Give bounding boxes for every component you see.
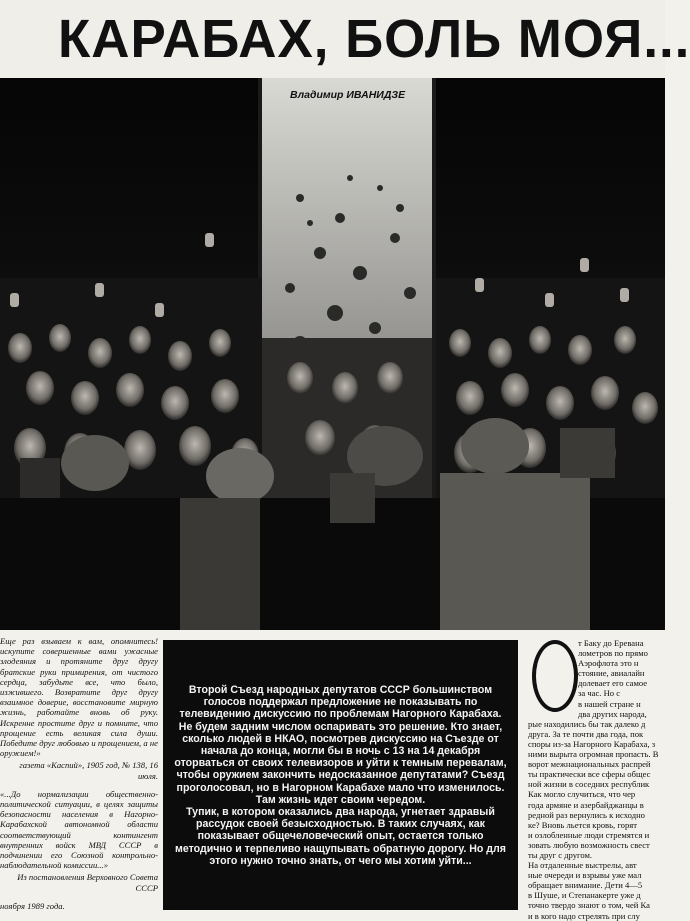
lead-paragraph: Тупик, в котором оказались два народа, угнетает здравый рассудок своей безысходностью. В таких случаях, как показывает общечеловеческий опыт, остается только методично и терпеливо нащупывать обратную дорогу. Но для этого нужно точно знать, от чего мы хотим уйти... xyxy=(175,806,506,867)
body-line: ты практически все сферы общес xyxy=(528,769,651,780)
body-line: Аэрофлота это н xyxy=(578,658,639,669)
body-line: ные очереди и взрывы уже мал xyxy=(528,870,642,881)
title-band xyxy=(0,0,690,78)
body-line: ними вырыта огромная пропасть. В xyxy=(528,749,659,760)
body-line: На отдаленные выстрелы, авт xyxy=(528,860,637,871)
author-byline: Владимир ИВАНИДЗЕ xyxy=(290,89,406,101)
protest-crowd-image xyxy=(0,78,665,630)
decree-date: ноября 1989 года. xyxy=(0,900,65,911)
body-line: стояние, авиалайн xyxy=(578,668,645,679)
body-line: ты друг с другом. xyxy=(528,849,593,860)
body-line: лометров по прямо xyxy=(578,648,648,659)
body-line: за час. Но с xyxy=(578,688,621,699)
body-line: зовать любую возможность свест xyxy=(528,839,650,850)
body-line: два других народа, xyxy=(578,708,647,719)
body-line: и озлобленные люди стремятся и xyxy=(528,829,650,840)
body-line: редной раз вернулись к исходно xyxy=(528,809,645,820)
crowd-photo xyxy=(0,78,665,630)
body-line: в нашей стране н xyxy=(578,698,641,709)
body-line: споры из-за Нагорного Карабаха, з xyxy=(528,738,656,749)
body-line: т Баку до Еревана xyxy=(578,638,644,648)
decree-source: Из постановления Верховного Совета СССР xyxy=(17,872,158,893)
article-title: КАРАБАХ, БОЛЬ МОЯ... xyxy=(58,9,690,69)
right-column xyxy=(528,638,665,921)
decree-text: «...До нормализации общественно-политической ситуации, в целях защиты безопасности населения в Нагорно-Карабахской автономной области соответствующий контингент внутренних войск МВД СССР в подчинении его Союзной контрольно-наблюдательной комиссии...» xyxy=(0,788,158,871)
lead-text xyxy=(173,684,508,867)
body-line: и в кого надо стрелять при слу xyxy=(528,910,640,921)
lead-paragraph: Не будем задним числом оспаривать это решение. Кто знает, сколько людей в НКАО, посмотрев дискуссию на Съезде от начала до конца, могли бы в ночь с 13 на 14 декабря оторваться от своих телевизоров и уйти к темным перевалам, чтобы оружием закончить недосказанное депутатами? Съезд проголосовал, но в Нагорном Карабахе мало что изменилось. Там жизнь идет своим чередом. xyxy=(174,720,507,806)
body-line: ной жизни в соседних республик xyxy=(528,779,650,790)
epigraph-text: Еще раз взываем к вам, опомнитесь! искупите совершенные вами ужасные злодеяния и протяните друг другу братские руки примирения, от чистого сердца, забудьте все, что было, изжившего. Возвратите друг другу взаимное доверие, восстановите мирную жизнь, работайте вновь об руку. Искренне простите друг и помните, что прощение есть великая сила души. Победите друг любовью и прощением, а не оружием!» xyxy=(0,636,158,759)
body-line: в Шуше, и Степанакерте уже д xyxy=(528,890,641,901)
body-line: рые находились бы так далеко д xyxy=(528,718,646,729)
body-line: точно твердо знают о том, чей Ка xyxy=(528,900,650,911)
body-line: года армяне и азербайджанцы в xyxy=(528,799,644,810)
body-line: обращает внимание. Дети 4—5 xyxy=(528,880,643,891)
body-line: Как могло случиться, что чер xyxy=(528,789,636,800)
body-line: ке? Вновь льется кровь, горят xyxy=(528,819,637,830)
body-line: долевает его самое xyxy=(578,678,648,689)
lead-box xyxy=(163,640,518,910)
lead-paragraph: Второй Съезд народных депутатов СССР большинством голосов поддержал предложение не показывать по телевидению дискуссию по проблемам Нагорного Карабаха. xyxy=(179,684,502,721)
left-column xyxy=(0,636,158,919)
body-line: ворот межнациональных распрей xyxy=(528,759,651,770)
body-line: друга. За те почти два года, пок xyxy=(528,728,644,739)
epigraph-source: газета «Каспий», 1905 год, № 138, 16 июля. xyxy=(19,760,158,781)
